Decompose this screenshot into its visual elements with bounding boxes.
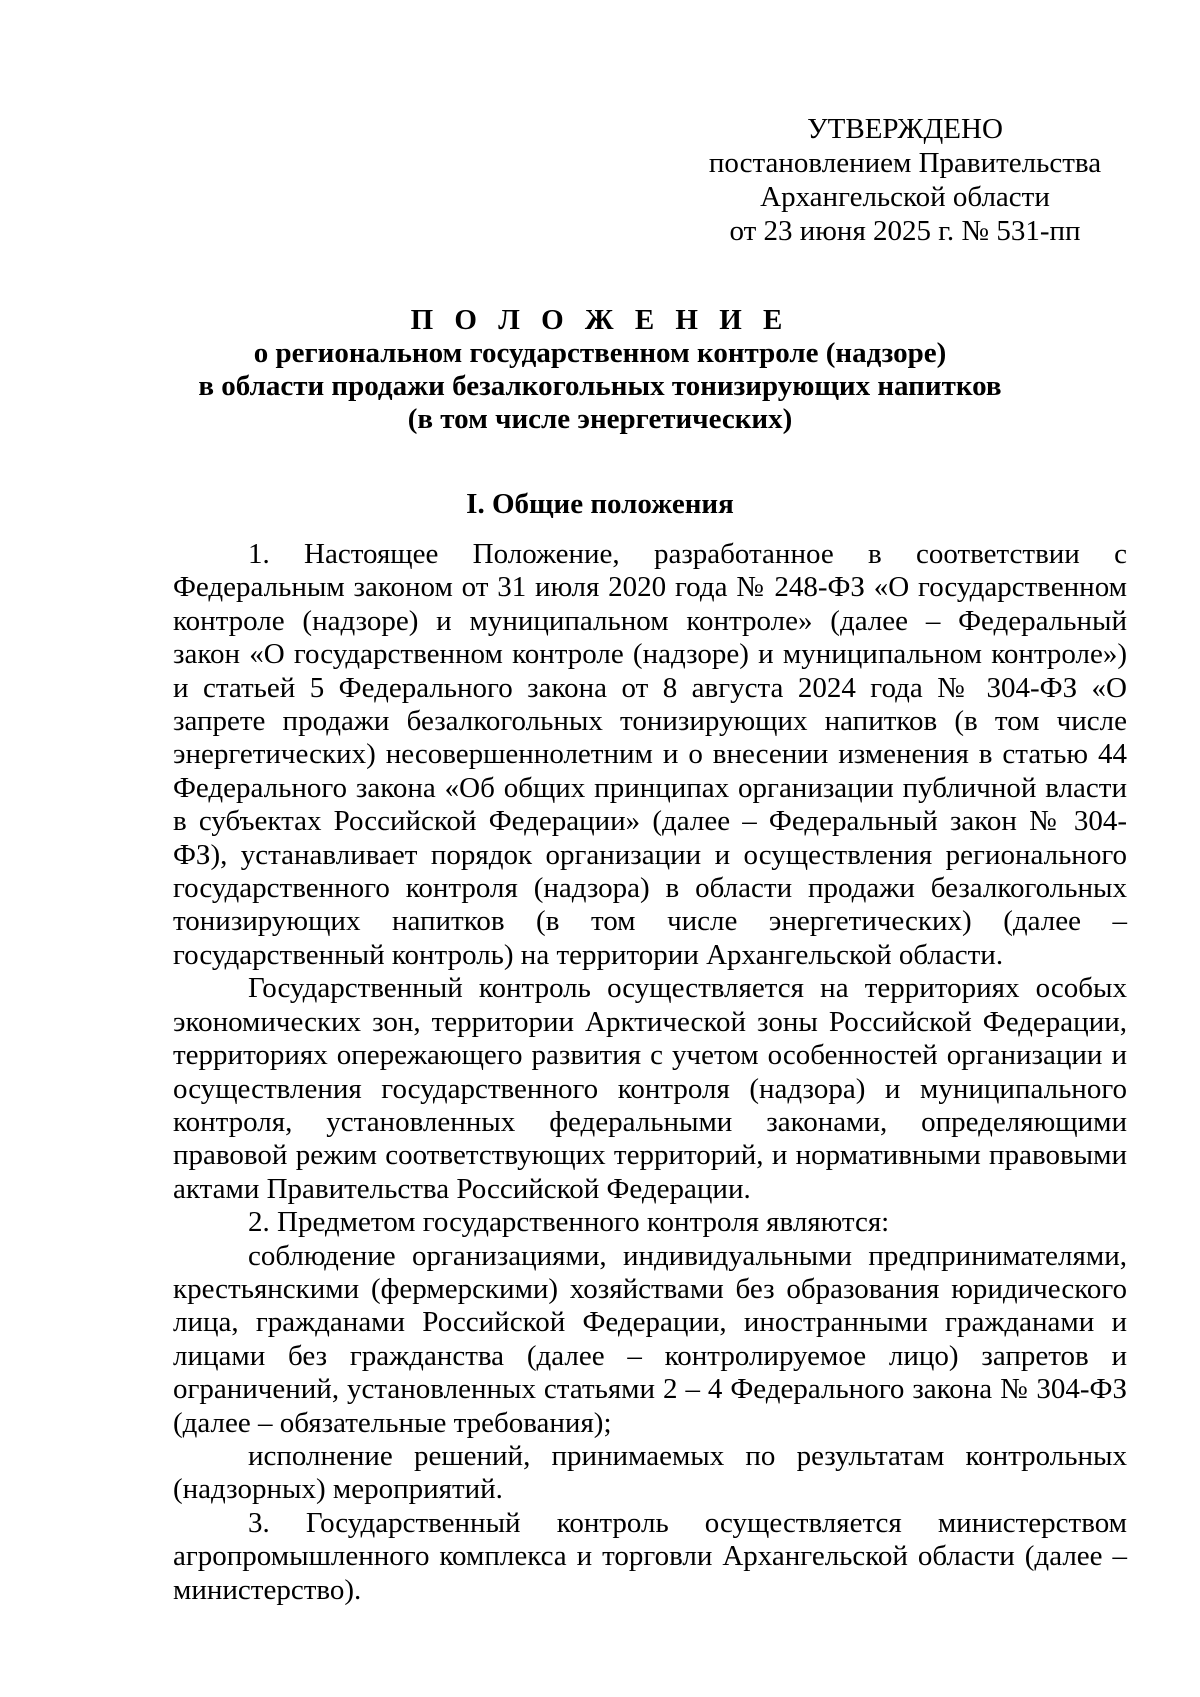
paragraph-subject-1: соблюдение организациями, индивидуальными предпринимателями, крестьянскими (фермерскими) хозяйствами без образования юридического лица, гражданами Российской Федерации, иностранными гражданами и лицами без гражданства (далее – контролируемое лицо) запретов и ограничений, установленных статьями 2 – 4 Федерального закона № 304-ФЗ (далее – обязательные требования);: [173, 1239, 1127, 1439]
approval-stamp: [680, 112, 1130, 248]
paragraph-territories: Государственный контроль осуществляется на территориях особых экономических зон, территории Арктической зоны Российской Федерации, территориях опережающего развития с учетом особенностей организации и осуществления государственного контроля (надзора) и муниципального контроля, установленных федеральными законами, определяющими правовой режим соответствующих территорий, и нормативными правовыми актами Правительства Российской Федерации.: [173, 972, 1127, 1205]
approval-authority: постановлением Правительства: [708, 147, 1102, 179]
document-title-line: о региональном государственном контроле (надзоре): [253, 337, 947, 369]
paragraph-2: 2. Предметом государственного контроля являются:: [248, 1206, 890, 1239]
document-title-line: в области продажи безалкогольных тонизирующих напитков: [198, 370, 1002, 402]
section-heading: I. Общие положения: [466, 488, 734, 520]
paragraph-subject-2: исполнение решений, принимаемых по результатам контрольных (надзорных) мероприятий.: [173, 1439, 1127, 1506]
approval-heading: УТВЕРЖДЕНО: [807, 113, 1003, 145]
document-title: [150, 304, 1050, 436]
approval-date-number: от 23 июня 2025 г. № 531-пп: [729, 215, 1081, 247]
document-title-main: П О Л О Ж Е Н И Е: [410, 304, 790, 336]
document-title-line: (в том числе энергетических): [407, 403, 793, 435]
approval-region: Архангельской области: [760, 181, 1050, 213]
document-body: [173, 538, 1127, 1607]
paragraph-3: 3. Государственный контроль осуществляется министерством агропромышленного комплекса и торговли Архангельской области (далее – министерство).: [173, 1506, 1127, 1606]
paragraph-1: 1. Настоящее Положение, разработанное в соответствии с Федеральным законом от 31 июля 2020 года № 248-ФЗ «О государственном контроле (надзоре) и муниципальном контроле» (далее – Федеральный закон «О государственном контроле (надзоре) и муниципальном контроле») и статьей 5 Федерального закона от 8 августа 2024 года № 304-ФЗ «О запрете продажи безалкогольных тонизирующих напитков (в том числе энергетических) несовершеннолетним и о внесении изменения в статью 44 Федерального закона «Об общих принципах организации публичной власти в субъектах Российской Федерации» (далее – Федеральный закон № 304-ФЗ), устанавливает порядок организации и осуществления регионального государственного контроля (надзора) в области продажи безалкогольных тонизирующих напитков (в том числе энергетических) (далее – государственный контроль) на территории Архангельской области.: [173, 538, 1127, 971]
